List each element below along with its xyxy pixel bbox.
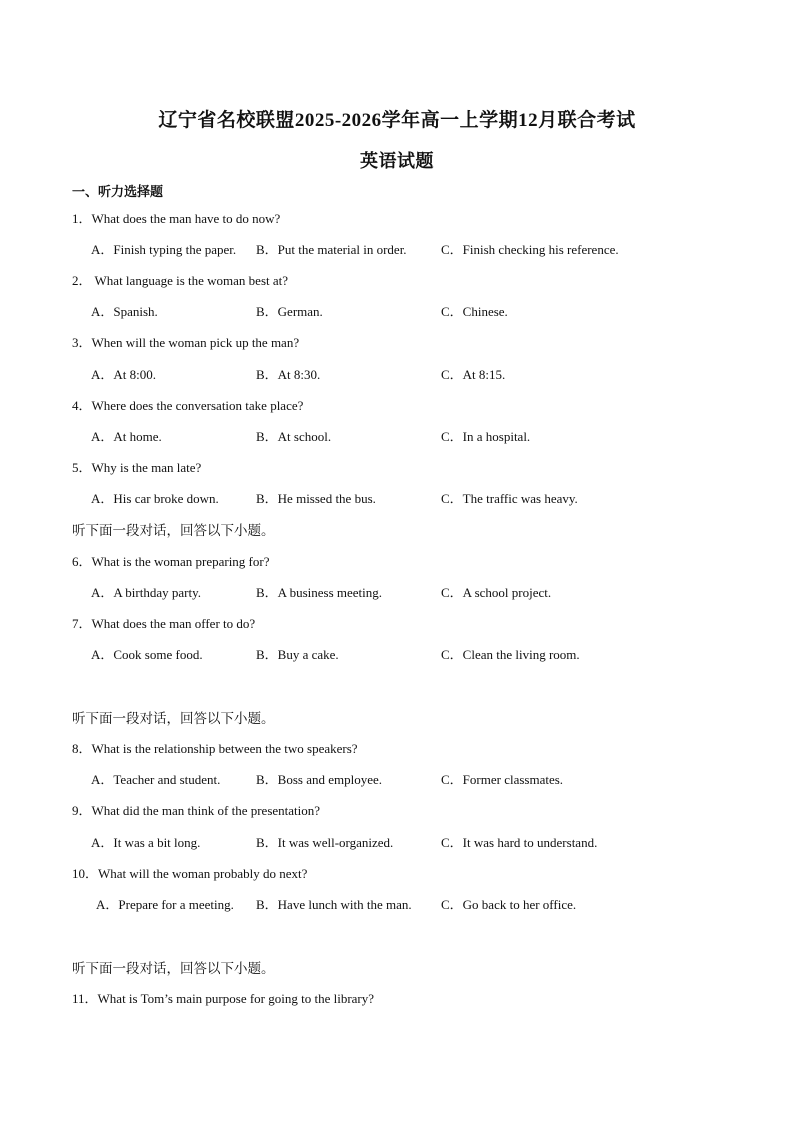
- q6-option-a: A．A birthday party.: [91, 585, 201, 600]
- q2-option-a: A．Spanish.: [91, 304, 158, 319]
- q5-option-a: A．His car broke down.: [91, 491, 219, 506]
- q9-option-b: B．It was well-organized.: [256, 835, 394, 850]
- question-6: 6．What is the woman preparing for?: [72, 554, 270, 569]
- q9-option-c: C．It was hard to understand.: [441, 835, 598, 850]
- q4-option-a: A．At home.: [91, 429, 162, 444]
- q7-option-b: B．Buy a cake.: [256, 647, 339, 662]
- q4-option-c: C．In a hospital.: [441, 429, 531, 444]
- q8-option-c: C．Former classmates.: [441, 772, 564, 787]
- q10-option-c: C．Go back to her office.: [441, 897, 577, 912]
- question-1: 1．What does the man have to do now?: [72, 211, 281, 226]
- q7-option-a: A．Cook some food.: [91, 647, 203, 662]
- q1-option-b: B．Put the material in order.: [256, 242, 407, 257]
- q5-option-c: C．The traffic was heavy.: [441, 491, 578, 506]
- q8-option-b: B．Boss and employee.: [256, 772, 383, 787]
- question-9: 9．What did the man think of the presentation?: [72, 803, 321, 818]
- question-3: 3．When will the woman pick up the man?: [72, 335, 300, 350]
- q6-option-b: B．A business meeting.: [256, 585, 383, 600]
- q3-option-b: B．At 8:30.: [256, 367, 321, 382]
- q7-option-c: C．Clean the living room.: [441, 647, 580, 662]
- q2-option-c: C．Chinese.: [441, 304, 508, 319]
- q3-option-c: C．At 8:15.: [441, 367, 506, 382]
- q1-option-a: A．Finish typing the paper.: [91, 242, 237, 257]
- question-7: 7．What does the man offer to do?: [72, 616, 256, 631]
- question-8: 8．What is the relationship between the two speakers?: [72, 741, 358, 756]
- q8-option-a: A．Teacher and student.: [91, 772, 221, 787]
- section-intro-2: 听下面一段对话，回答以下小题。: [72, 711, 275, 726]
- q10-option-a: A．Prepare for a meeting.: [96, 897, 234, 912]
- q9-option-a: A．It was a bit long.: [91, 835, 201, 850]
- section-heading: 一、听力选择题: [72, 184, 164, 199]
- q4-option-b: B．At school.: [256, 429, 332, 444]
- question-10: 10．What will the woman probably do next?: [72, 866, 308, 881]
- q1-option-c: C．Finish checking his reference.: [441, 242, 619, 257]
- q2-option-b: B．German.: [256, 304, 323, 319]
- question-4: 4．Where does the conversation take place?: [72, 398, 304, 413]
- q10-option-b: B．Have lunch with the man.: [256, 897, 412, 912]
- exam-title: 辽宁省名校联盟2025-2026学年高一上学期12月联合考试: [158, 110, 636, 131]
- q3-option-a: A．At 8:00.: [91, 367, 157, 382]
- q5-option-b: B．He missed the bus.: [256, 491, 376, 506]
- section-intro-1: 听下面一段对话，回答以下小题。: [72, 523, 275, 538]
- section-intro-3: 听下面一段对话，回答以下小题。: [72, 961, 275, 976]
- question-11: 11．What is Tom’s main purpose for going to the library?: [72, 991, 375, 1006]
- q6-option-c: C．A school project.: [441, 585, 552, 600]
- question-5: 5．Why is the man late?: [72, 460, 202, 475]
- exam-subtitle: 英语试题: [360, 151, 434, 171]
- question-2: 2． What language is the woman best at?: [72, 273, 289, 288]
